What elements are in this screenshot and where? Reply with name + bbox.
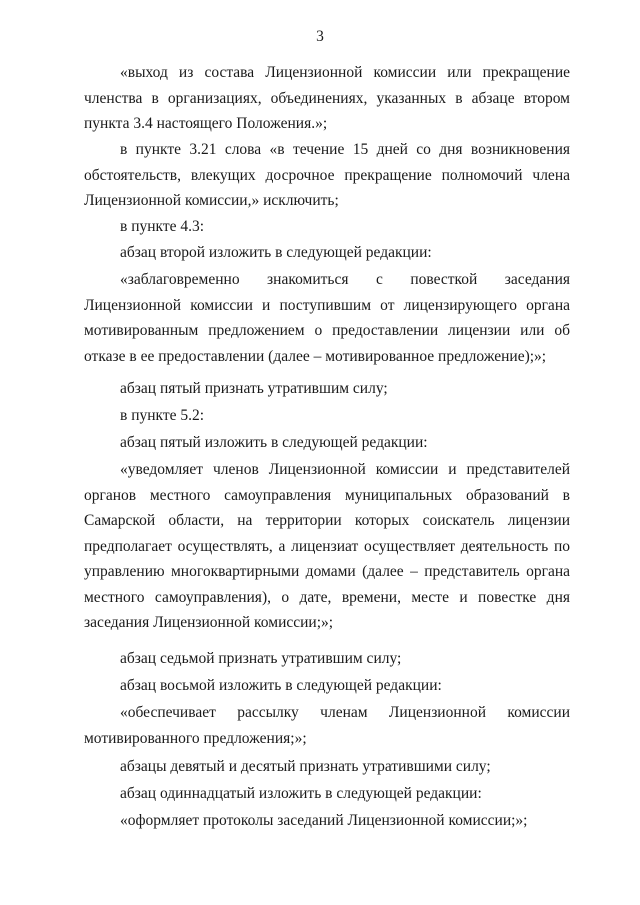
paragraph-1: «выход из состава Лицензионной комиссии или прекращение членства в организациях, объединениях, указанных в абзаце втором пункта 3.4 настоящего Положения.»; bbox=[84, 64, 570, 132]
page-number: 3 bbox=[316, 28, 324, 45]
paragraph-3: в пункте 4.3: bbox=[120, 218, 205, 235]
paragraph-13: абзацы девятый и десятый признать утратившими силу; bbox=[120, 758, 491, 775]
paragraph-11: абзац восьмой изложить в следующей редакции: bbox=[120, 677, 442, 694]
paragraph-10: абзац седьмой признать утратившим силу; bbox=[120, 650, 402, 667]
paragraph-2: в пункте 3.21 слова «в течение 15 дней со дня возникновения обстоятельств, влекущих досрочное прекращение полномочий члена Лицензионной комиссии,» исключить; bbox=[84, 141, 570, 209]
paragraph-5: «заблаговременно знакомиться с повесткой заседания Лицензионной комиссии и поступившим от лицензирующего органа мотивированным предложением о предоставлении лицензии или об отказе в ее предоставлении (далее – мотивированное предложение);»; bbox=[84, 271, 570, 365]
paragraph-4: абзац второй изложить в следующей редакции: bbox=[120, 244, 432, 261]
paragraph-7: в пункте 5.2: bbox=[120, 407, 205, 424]
paragraph-15: «оформляет протоколы заседаний Лицензионной комиссии;»; bbox=[120, 812, 528, 829]
paragraph-8: абзац пятый изложить в следующей редакции: bbox=[120, 434, 428, 451]
paragraph-9: «уведомляет членов Лицензионной комиссии и представителей органов местного самоуправления муниципальных образований в Самарской области, на территории которых соискатель лицензии предполагает осуществлять, а лицензиат осуществляет деятельность по управлению многоквартирными домами (далее – представитель органа местного самоуправления), о дате, времени, месте и повестке дня заседания Лицензионной комиссии;»; bbox=[84, 461, 570, 631]
paragraph-6: абзац пятый признать утратившим силу; bbox=[120, 380, 388, 397]
paragraph-14: абзац одиннадцатый изложить в следующей редакции: bbox=[120, 785, 482, 802]
paragraph-12: «обеспечивает рассылку членам Лицензионной комиссии мотивированного предложения;»; bbox=[84, 704, 570, 747]
